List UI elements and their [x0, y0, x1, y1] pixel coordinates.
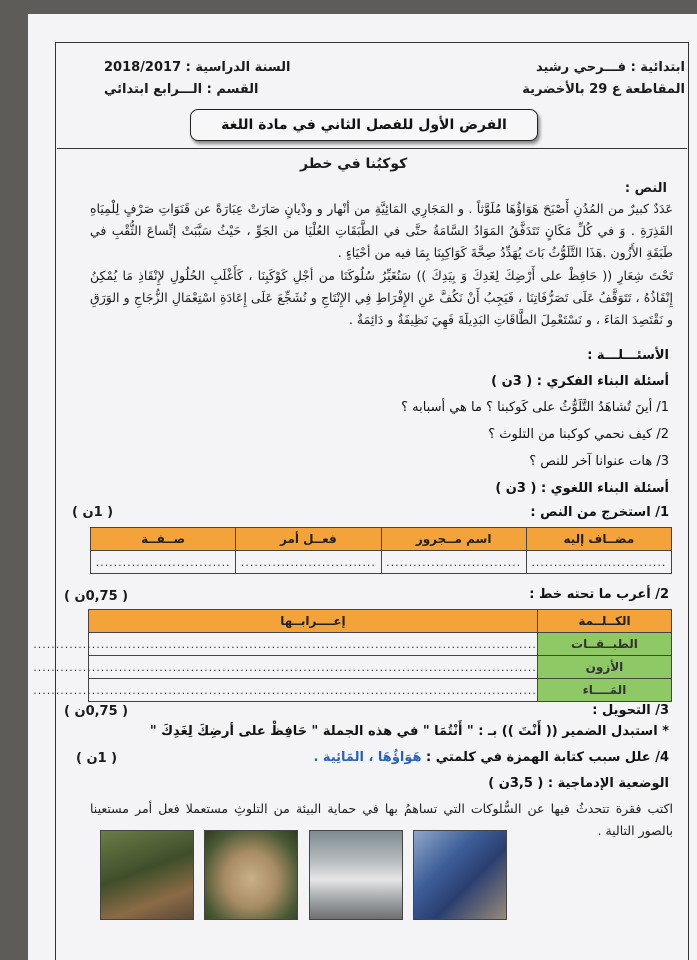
parse-row	[89, 633, 672, 656]
header-mudaf-ilayh: مضــاف إليه	[526, 528, 671, 551]
irab-answer-cell[interactable]: ................................................................................................................	[89, 656, 538, 679]
parse-points: ( 0,75ن )	[64, 589, 129, 604]
header-ism-majrur: اسم مــجرور	[381, 528, 526, 551]
parse-word-ozone: الأزون	[537, 656, 671, 679]
header-fil-amr: فعــل أمر	[236, 528, 381, 551]
irab-answer-cell[interactable]: ................................................................................................................	[89, 633, 538, 656]
header-sifa: صــفــة	[91, 528, 236, 551]
transform-question: 3/ التحويل :	[592, 703, 669, 718]
irab-answer-cell[interactable]: ................................................................................................................	[89, 679, 538, 702]
hamza-question-text: 4/ علل سبب كتابة الهمزة في كلمتي :	[421, 750, 669, 765]
hamza-points: ( 1ن )	[76, 751, 118, 766]
hamza-question	[313, 750, 669, 765]
extract-table	[90, 527, 672, 574]
header-word: الكــلــمة	[537, 610, 671, 633]
questions-header: الأسئـــلـــة :	[587, 348, 669, 363]
answer-cell[interactable]: ..............................	[381, 551, 526, 574]
hamza-words: هَوَاؤُهَا ، المَائِية .	[313, 750, 422, 765]
parse-word-maa: المَــــاء	[537, 679, 671, 702]
extract-question: 1/ استخرج من النص :	[530, 505, 669, 520]
answer-cell[interactable]: ..............................	[236, 551, 381, 574]
parse-table	[33, 609, 672, 702]
header-irab: إعــــرابــها	[89, 610, 538, 633]
section1-question-1: 1/ أينَ تُشاهَدُ التَّلَوُّثُ على كَوكبنا ؟ ما هي أسبابه ؟	[401, 400, 669, 415]
woven-basket-photo	[204, 830, 298, 920]
paragraph-1: عَدَدٌ كبيرٌ من المُدُنِ أَصْبَحَ هَوَاؤُهَا مُلَوَّثاً . و المَجَارِي المَائِيَّةِ من أنْهار و ودْيانٍ صَارَتْ عِبَارَةً عن قَنَوَاتِ صَرْفٍ لِلْمِيَاهِ القَذِرَةِ . وَ في كُلِّ مَكَانٍ تَتَدَفَّقُ المَوَادُ السَّامَةُ حتَّى في الطَّبَقَاتِ العُلْيَا من الجَوِّ ، حَيْثُ سَبَّبَتْ إتِّساعَ الثُّقْبِ في طَبَقَةِ الأَزُون .هَذَا التَّلَوُّثُ بَاتَ يُهَدِّدُ صِحَّةَ كَوَاكِبِنَا بِمَا فيه من أحْيَاءٍ .	[90, 201, 673, 260]
text-label: النص :	[624, 181, 667, 196]
parse-row	[89, 679, 672, 702]
answer-cell[interactable]: ..............................	[91, 551, 236, 574]
header-divider	[57, 148, 687, 149]
car-washing-photo	[309, 830, 403, 920]
integration-title: الوضعية الإدماجية : ( 3,5ن )	[488, 776, 669, 791]
integration-text: اكتب فقرة تتحدثُ فيها عن السُّلوكات التي تساهمُ بها في حماية البيئة من التلوثِ مستعملا فعل أمر مستعينا بالصور التالية .	[90, 801, 673, 838]
planting-tree-photo	[100, 830, 194, 920]
paragraph-2: تَحْتَ شِعَارِ (( حَافِظْ على أَرْضِكَ لِغَدِكَ وَ بِيَدِكَ )) سَنُغَيِّرُ سُلُوكَنَا من أجْلِ كَوْكَبِنَا ، كَأَغْلَبِ الحُلُولِ لإِنْقَاذِ مَا يُمْكِنُ إِنْقَاذُهُ ، تَتَوَقَّفُ عَلَى تَصَرُّفَاتِنَا ، فَيَجِبُ أَنْ نَكُفَّ عَنِ الإِفْرَاطِ فِي الإِنْتَاجِ و نُشَجِّعَ عَلَى إِعَادَةِ اسْتِعْمَالِ الزُّجَاجِ و الوَرَقِ و نَقْتَصِدَ المَاءَ ، و نَسْتَعْمِلَ الطَّاقَاتِ البَدِيلَةَ فَهِيَ نَظِيفَةٌ و دَائِمَةٌ .	[90, 268, 673, 327]
exam-title: الفرض الأول للفصل الثاني في مادة اللغة	[190, 109, 538, 141]
extract-table-answer-row	[91, 551, 672, 574]
section1-title: أسئلة البناء الفكري : ( 3ن )	[491, 374, 669, 389]
extract-points: ( 1ن )	[72, 505, 114, 520]
district-label: المقاطعة ع 29 بالأخضرية	[522, 82, 685, 97]
transform-instruction: * استبدل الضمير (( أَنْتَ )) بـ : " أَنْتُمَا " في هذه الجملة " حَافِظْ على أرضِكَ لِغَدِكَ "	[149, 724, 669, 739]
parse-question: 2/ أعرب ما تحته خط :	[529, 587, 669, 602]
extract-table-header	[91, 528, 672, 551]
section1-question-2: 2/ كيف نحمي كوكبنا من التلوث ؟	[488, 427, 669, 442]
year-label: السنة الدراسية : 2018/2017	[104, 60, 291, 75]
transform-points: ( 0,75ن )	[64, 704, 129, 719]
parse-word-tabaqat: الطبــقــات	[537, 633, 671, 656]
parse-table-header	[89, 610, 672, 633]
school-label: ابتدائية : فـــرحي رشيد	[536, 60, 685, 75]
section1-question-3: 3/ هات عنوانا آخر للنص ؟	[529, 454, 669, 469]
text-title: كوكبُنا في خطر	[300, 156, 408, 172]
tramway-photo	[413, 830, 507, 920]
answer-cell[interactable]: ..............................	[526, 551, 671, 574]
section2-title: أسئلة البناء اللغوي : ( 3ن )	[495, 481, 669, 496]
parse-row	[89, 656, 672, 679]
class-label: القسم : الـــرابع ابتدائي	[104, 82, 259, 97]
